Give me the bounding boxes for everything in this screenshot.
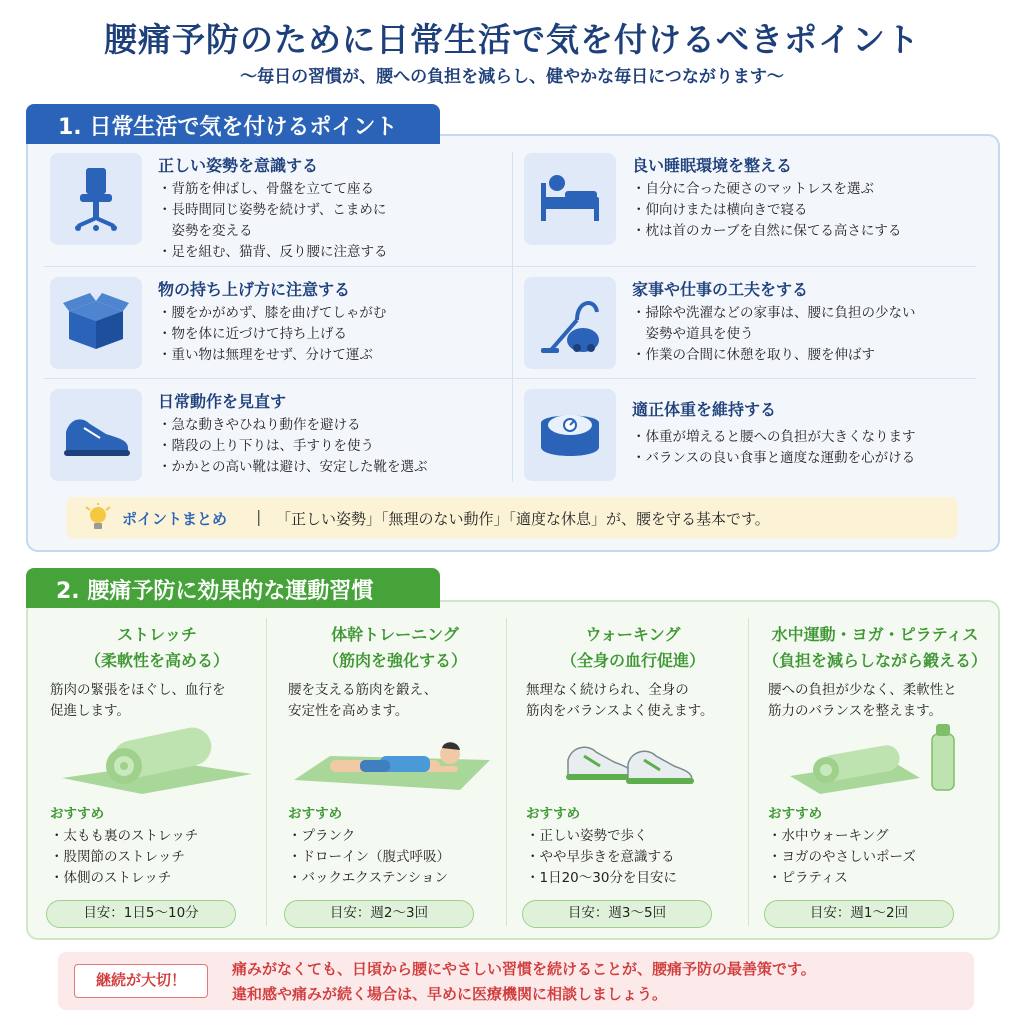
divider — [44, 378, 976, 379]
summary-label: ポイントまとめ — [122, 510, 228, 528]
exercise-title — [518, 622, 748, 674]
office-chair-icon — [50, 153, 142, 245]
page-subtitle: 〜毎日の習慣が、腰への負担を減らし、健やかな毎日につながります〜 — [240, 67, 784, 87]
exercise-title — [280, 622, 510, 674]
desc-line: 筋力のバランスを整えます。 — [768, 703, 943, 719]
point-line: ・バランスの良い食事と適度な運動を心がける — [632, 450, 916, 466]
exercise-name: ストレッチ — [117, 625, 197, 644]
summary-bar — [66, 497, 958, 539]
point-line: ・体重が増えると腰への負担が大きくなります — [632, 429, 916, 445]
exercise-purpose: （負担を減らしながら鍛える） — [762, 651, 987, 670]
divider — [748, 618, 749, 926]
bed-icon — [524, 153, 616, 245]
box-icon — [50, 277, 142, 369]
vacuum-icon — [524, 277, 616, 369]
point-card-lifting — [50, 277, 520, 373]
exercise-title — [42, 622, 272, 674]
sneakers-icon — [528, 720, 738, 798]
desc-line: 腰への負担が少なく、柔軟性と — [768, 682, 957, 698]
desc-line: 促進します。 — [50, 703, 130, 719]
exercise-column-water-yoga — [760, 620, 990, 938]
point-title: 家事や仕事の工夫をする — [632, 280, 809, 299]
point-list — [632, 303, 916, 366]
point-card-housework — [524, 277, 994, 373]
mat-roll-icon — [52, 720, 262, 798]
recommend-label: おすすめ — [288, 806, 343, 822]
exercise-purpose: （全身の血行促進） — [560, 651, 705, 670]
desc-line: 腰を支える筋肉を鍛え、 — [288, 682, 438, 698]
exercise-desc — [526, 680, 714, 722]
recommend-item: ・ピラティス — [768, 870, 848, 886]
point-line: ・階段の上り下りは、手すりを使う — [158, 438, 374, 454]
point-card-posture — [50, 153, 520, 263]
desc-line: 筋肉の緊張をほぐし、血行を — [50, 682, 226, 698]
yoga-mat-bottle-icon — [770, 720, 980, 798]
footer-line-2: 違和感や痛みが続く場合は、早めに医療機関に相談しましょう。 — [232, 985, 668, 1003]
point-line: ・重い物は無理をせず、分けて運ぶ — [158, 347, 373, 363]
point-line: ・腰をかがめず、膝を曲げてしゃがむ — [158, 305, 387, 321]
point-list — [632, 427, 916, 469]
point-line: ・急な動きやひねり動作を避ける — [158, 417, 361, 433]
point-line: ・背筋を伸ばし、骨盤を立てて座る — [158, 181, 374, 197]
point-card-weight — [524, 389, 994, 485]
point-line: ・物を体に近づけて持ち上げる — [158, 326, 347, 342]
recommend-list — [50, 826, 198, 889]
recommend-label: おすすめ — [526, 806, 581, 822]
exercise-column-stretch — [42, 620, 272, 938]
recommend-item: ・ドローイン（腹式呼吸） — [288, 849, 450, 865]
point-line: ・足を組む、猫背、反り腰に注意する — [158, 244, 388, 260]
exercise-desc — [288, 680, 437, 722]
exercise-desc — [50, 680, 226, 722]
point-line: ・仰向けまたは横向きで寝る — [632, 202, 808, 218]
point-card-sleep — [524, 153, 994, 263]
point-line: 姿勢や道具を使う — [632, 326, 754, 342]
divider — [44, 266, 976, 267]
frequency-badge: 目安：週3〜5回 — [522, 900, 712, 928]
recommend-label: おすすめ — [50, 806, 105, 822]
summary-separator: | — [256, 507, 262, 526]
point-line: 姿勢を変える — [158, 223, 253, 239]
exercise-column-walking — [518, 620, 748, 938]
shoe-icon — [50, 389, 142, 481]
frequency-badge: 目安：1日5〜10分 — [46, 900, 236, 928]
desc-line: 筋肉をバランスよく使えます。 — [526, 703, 714, 719]
section2-heading: 2. 腰痛予防に効果的な運動習慣 — [26, 568, 440, 608]
recommend-item: ・1日20〜30分を目安に — [526, 870, 677, 886]
light-bulb-icon — [84, 503, 112, 533]
desc-line: 安定性を高めます。 — [288, 703, 409, 719]
exercise-name: 体幹トレーニング — [331, 625, 459, 644]
scale-icon — [524, 389, 616, 481]
point-title: 適正体重を維持する — [632, 400, 777, 419]
exercise-column-core — [280, 620, 510, 938]
exercise-title — [760, 622, 990, 674]
recommend-item: ・プランク — [288, 828, 356, 844]
exercise-name: 水中運動・ヨガ・ピラティス — [771, 625, 979, 644]
recommend-item: ・やや早歩きを意識する — [526, 849, 675, 865]
exercise-desc — [768, 680, 957, 722]
recommend-item: ・バックエクステンション — [288, 870, 449, 886]
exercise-purpose: （柔軟性を高める） — [84, 651, 229, 670]
recommend-item: ・水中ウォーキング — [768, 828, 889, 844]
desc-line: 無理なく続けられ、全身の — [526, 682, 689, 698]
point-title: 良い睡眠環境を整える — [632, 156, 793, 175]
point-line: ・作業の合間に休憩を取り、腰を伸ばす — [632, 347, 875, 363]
recommend-item: ・正しい姿勢で歩く — [526, 828, 648, 844]
point-line: ・掃除や洗濯などの家事は、腰に負担の少ない — [632, 305, 916, 321]
recommend-list — [526, 826, 677, 889]
summary-text: 「正しい姿勢」「無理のない動作」「適度な休息」が、腰を守る基本です。 — [276, 510, 770, 528]
point-line: ・長時間同じ姿勢を続けず、こまめに — [158, 202, 387, 218]
point-title: 物の持ち上げ方に注意する — [158, 280, 351, 299]
point-line: ・枕は首のカーブを自然に保てる高さにする — [632, 223, 902, 239]
recommend-item: ・体側のストレッチ — [50, 870, 172, 886]
point-card-movement — [50, 389, 520, 485]
recommend-item: ・股関節のストレッチ — [50, 849, 185, 865]
exercise-name: ウォーキング — [585, 625, 681, 644]
page-title: 腰痛予防のために日常生活で気を付けるべきポイント — [104, 20, 920, 59]
exercise-purpose: （筋肉を強化する） — [322, 651, 467, 670]
footer-note — [58, 952, 974, 1010]
recommend-item: ・ヨガのやさしいポーズ — [768, 849, 916, 865]
point-list — [158, 415, 427, 478]
point-title: 日常動作を見直す — [158, 392, 287, 411]
footer-line-1: 痛みがなくても、日頃から腰にやさしい習慣を続けることが、腰痛予防の最善策です。 — [232, 960, 816, 978]
point-title: 正しい姿勢を意識する — [158, 156, 319, 175]
recommend-list — [768, 826, 916, 889]
point-list — [158, 303, 386, 366]
section1-heading: 1. 日常生活で気を付けるポイント — [26, 104, 440, 144]
frequency-badge: 目安：週2〜3回 — [284, 900, 474, 928]
point-line: ・自分に合った硬さのマットレスを選ぶ — [632, 181, 875, 197]
point-line: ・かかとの高い靴は避け、安定した靴を選ぶ — [158, 459, 428, 475]
recommend-label: おすすめ — [768, 806, 823, 822]
recommend-list — [288, 826, 450, 889]
frequency-badge: 目安：週1〜2回 — [764, 900, 954, 928]
point-list — [632, 179, 901, 242]
plank-person-icon — [290, 720, 500, 798]
continuity-badge: 継続が大切！ — [74, 964, 208, 998]
point-list — [158, 179, 388, 263]
recommend-item: ・太もも裏のストレッチ — [50, 828, 199, 844]
